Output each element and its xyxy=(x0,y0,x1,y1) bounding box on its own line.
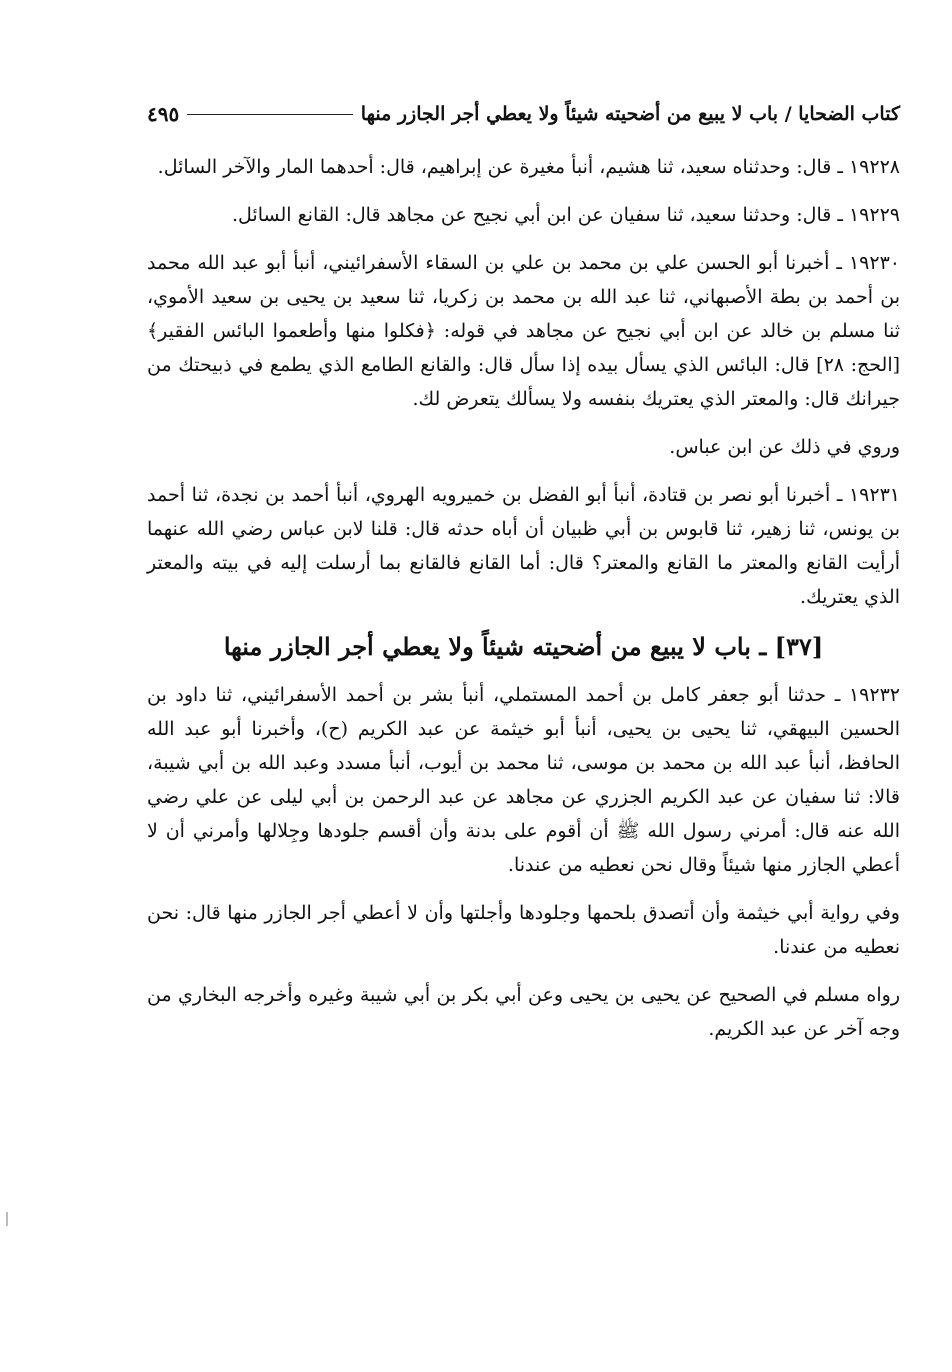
hadith-paragraph: ١٩٢٣٢ ـ حدثنا أبو جعفر كامل بن أحمد المستملي، أنبأ بشر بن أحمد الأسفرائيني، ثنا داود بن الحسين البيهقي، ثنا يحيى بن يحيى، أنبأ أبو خيثمة عن عبد الكريم (ح)، وأخبرنا أبو عبد الله الحافظ، أنبأ عبد الله بن محمد بن موسى، ثنا محمد بن أيوب، أنبأ مسدد وعبد الله بن أبي شيبة، قالا: ثنا سفيان عن عبد الكريم الجزري عن مجاهد عن عبد الرحمن بن أبي ليلى عن علي رضي الله عنه قال: أمرني رسول الله ﷺ أن أقوم على بدنة وأن أقسم جلودها وجِلالها وأمرني أن لا أعطي الجازر منها شيئاً وقال نحن نعطيه من عندنا. xyxy=(147,684,900,876)
hadith-paragraph: ١٩٢٣١ ـ أخبرنا أبو نصر بن قتادة، أنبأ أبو الفضل بن خميرويه الهروي، أنبأ أحمد بن نجدة، ثنا أحمد بن يونس، ثنا زهير، ثنا قابوس بن أبي ظبيان أن أباه حدثه قال: قلنا لابن عباس رضي الله عنهما أرأيت القانع والمعتر ما القانع والمعتر؟ قال: أما القانع فالقانع بما أرسلت إليه في بيته والمعتر الذي يعتريك. xyxy=(147,484,900,608)
attribution-paragraph: رواه مسلم في الصحيح عن يحيى بن يحيى وعن أبي بكر بن أبي شيبة وغيره وأخرجه البخاري من وجه آخر عن عبد الكريم. xyxy=(147,984,900,1040)
page-number: ٤٩٥ xyxy=(147,102,180,126)
hadith-paragraph: ١٩٢٢٨ ـ قال: وحدثناه سعيد، ثنا هشيم، أنبأ مغيرة عن إبراهيم، قال: أحدهما المار والآخر السائل. xyxy=(157,156,900,178)
scan-margin-mark xyxy=(6,1212,8,1226)
running-header xyxy=(147,92,900,136)
header-rule xyxy=(187,114,353,115)
chapter-heading: [٣٧] ـ باب لا يبيع من أضحيته شيئاً ولا يعطي أجر الجازر منها xyxy=(223,632,824,661)
hadith-paragraph: ١٩٢٢٩ ـ قال: وحدثنا سعيد، ثنا سفيان عن ابن أبي نجيح عن مجاهد قال: القانع السائل. xyxy=(232,204,900,226)
book-page xyxy=(147,92,900,1332)
narration-paragraph: وفي رواية أبي خيثمة وأن أتصدق بلحمها وجلودها وأجلتها وأن لا أعطي أجر الجازر منها قال: نحن نعطيه من عندنا. xyxy=(147,902,900,958)
page-body xyxy=(147,150,900,1046)
running-header-title: كتاب الضحايا / باب لا يبيع من أضحيته شيئاً ولا يعطي أجر الجازر منها xyxy=(360,103,900,125)
hadith-paragraph: ١٩٢٣٠ ـ أخبرنا أبو الحسن علي بن محمد بن علي بن السقاء الأسفرائيني، أنبأ أبو عبد الله محمد بن أحمد بن بطة الأصبهاني، ثنا عبد الله بن محمد بن زكريا، ثنا سعيد بن يحيى بن سعيد الأموي، ثنا مسلم بن خالد عن ابن أبي نجيح عن مجاهد في قوله: ﴿فكلوا منها وأطعموا البائس الفقير﴾ [الحج: ٢٨] قال: البائس الذي يسأل بيده إذا سأل قال: والقانع الطامع الذي يطمع في ذبيحتك من جيرانك قال: والمعتر الذي يعتريك بنفسه ولا يسألك يتعرض لك. xyxy=(147,252,901,410)
note-paragraph: وروي في ذلك عن ابن عباس. xyxy=(669,436,900,458)
